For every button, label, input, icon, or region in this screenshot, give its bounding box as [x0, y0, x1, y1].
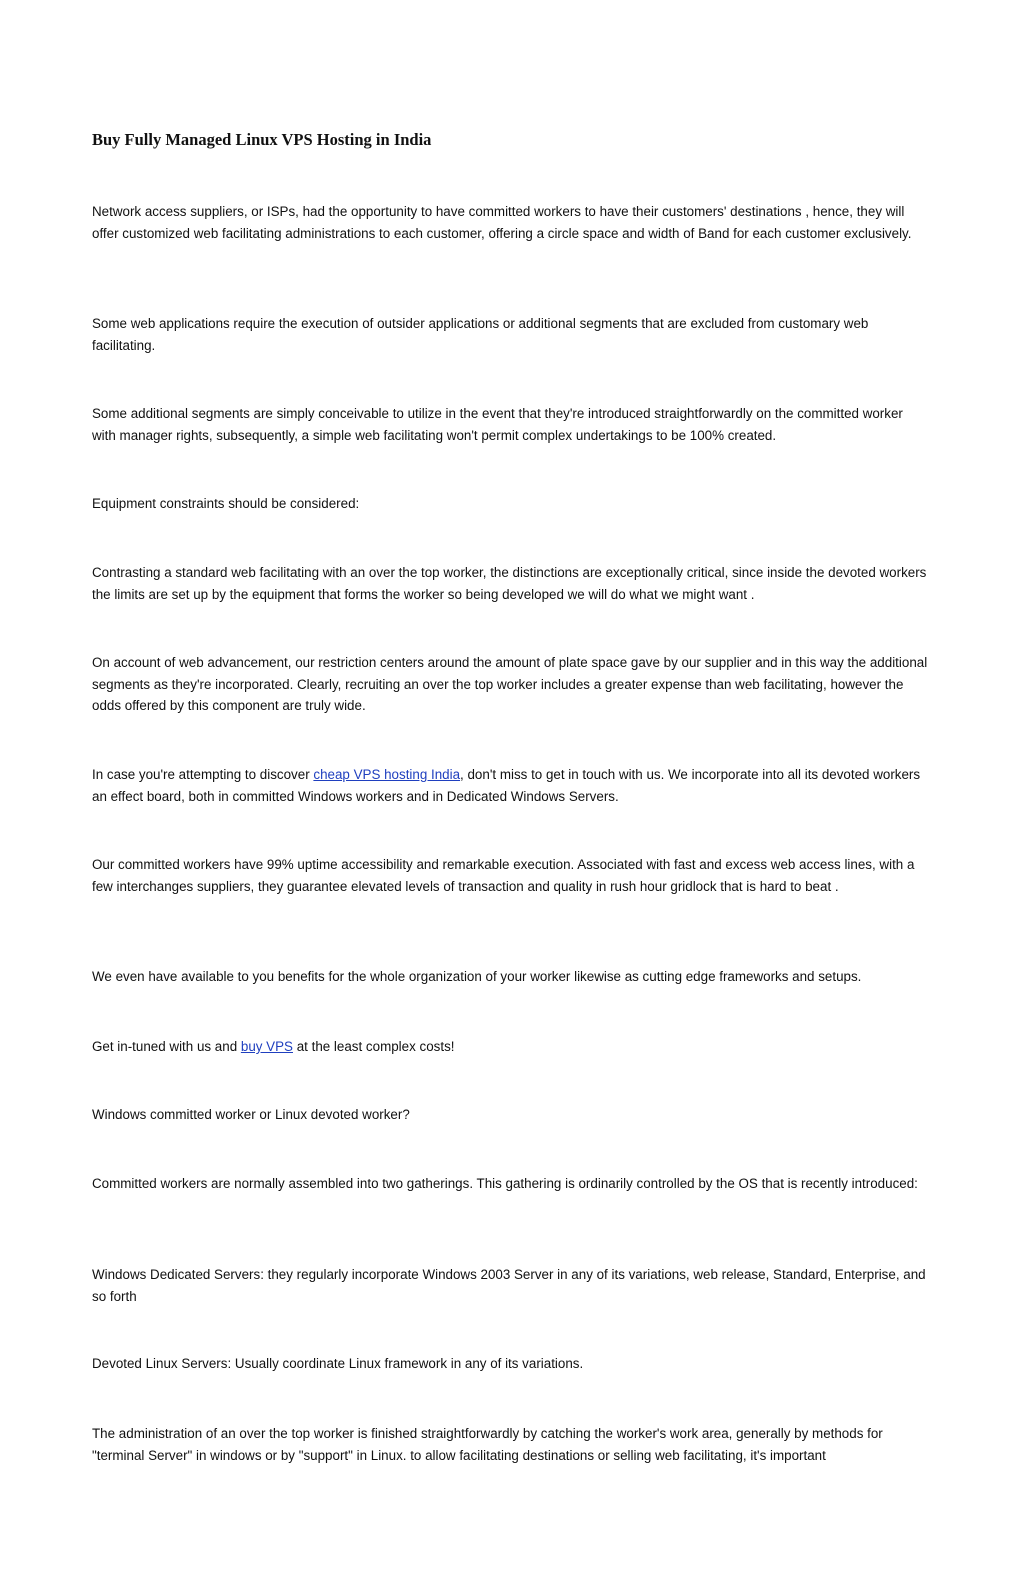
paragraph-text-after-link: , don't miss to get in touch with us. We incorporate into all its devoted workers an effect board, both in committed Windows workers and in Dedicated Windows Servers.: [92, 767, 921, 804]
paragraph-web-advancement: On account of web advancement, our restriction centers around the amount of plate space gave by our supplier and in this way the additional segments as they're incorporated. Clearly, recruiting an over the top worker includes a greater expense than web facilitating, however the odds offered by this component are truly wide.: [92, 655, 928, 713]
paragraph-windows-dedicated: Windows Dedicated Servers: they regularly incorporate Windows 2003 Server in any of its variations, web release, Standard, Enterprise, and so forth: [92, 1267, 926, 1304]
paragraph-text-before-link: Get in-tuned with us and: [92, 1039, 241, 1054]
paragraph-web-applications: Some web applications require the execution of outsider applications or additional segments that are excluded from customary web facilitating.: [92, 316, 869, 353]
paragraph-uptime: Our committed workers have 99% uptime accessibility and remarkable execution. Associated with fast and excess web access lines, with a few interchanges suppliers, they guarantee elevated levels of transaction and quality in rush hour gridlock that is hard to beat .: [92, 857, 915, 894]
paragraph-administration: The administration of an over the top worker is finished straightforwardly by catching the worker's work area, generally by methods for "terminal Server" in windows or by "support" in Linux. to allow facilitating destinations or selling web facilitating, it's important: [92, 1426, 883, 1463]
cheap-vps-hosting-india-link[interactable]: cheap VPS hosting India: [313, 767, 461, 782]
paragraph-benefits: We even have available to you benefits for the whole organization of your worker likewise as cutting edge frameworks and setups.: [92, 969, 862, 984]
paragraph-additional-segments: Some additional segments are simply conceivable to utilize in the event that they're introduced straightforwardly on the committed worker with manager rights, subsequently, a simple web facilitating won't permit complex undertakings to be 100% created.: [92, 406, 903, 443]
paragraph-contrasting: Contrasting a standard web facilitating with an over the top worker, the distinctions are exceptionally critical, since inside the devoted workers the limits are set up by the equipment that forms the worker so being developed we will do what we might want .: [92, 565, 927, 602]
buy-vps-link[interactable]: buy VPS: [240, 1039, 293, 1054]
paragraph-buy-vps: [92, 1036, 928, 1058]
paragraph-equipment-constraints: Equipment constraints should be considered:: [92, 496, 360, 511]
paragraph-linux-servers: Devoted Linux Servers: Usually coordinate Linux framework in any of its variations.: [92, 1356, 584, 1371]
paragraph-cheap-vps: [92, 764, 928, 807]
paragraph-text-before-link: In case you're attempting to discover: [92, 767, 314, 782]
paragraph-two-gatherings: Committed workers are normally assembled into two gatherings. This gathering is ordinarily controlled by the OS that is recently introduced:: [92, 1176, 918, 1191]
document-title: Buy Fully Managed Linux VPS Hosting in India: [92, 130, 432, 149]
paragraph-isp-intro: Network access suppliers, or ISPs, had the opportunity to have committed workers to have their customers' destinations , hence, they will offer customized web facilitating administrations to each customer, offering a circle space and width of Band for each customer exclusively.: [92, 204, 912, 241]
paragraph-text-after-link: at the least complex costs!: [292, 1039, 455, 1054]
paragraph-windows-or-linux: Windows committed worker or Linux devoted worker?: [92, 1107, 410, 1122]
